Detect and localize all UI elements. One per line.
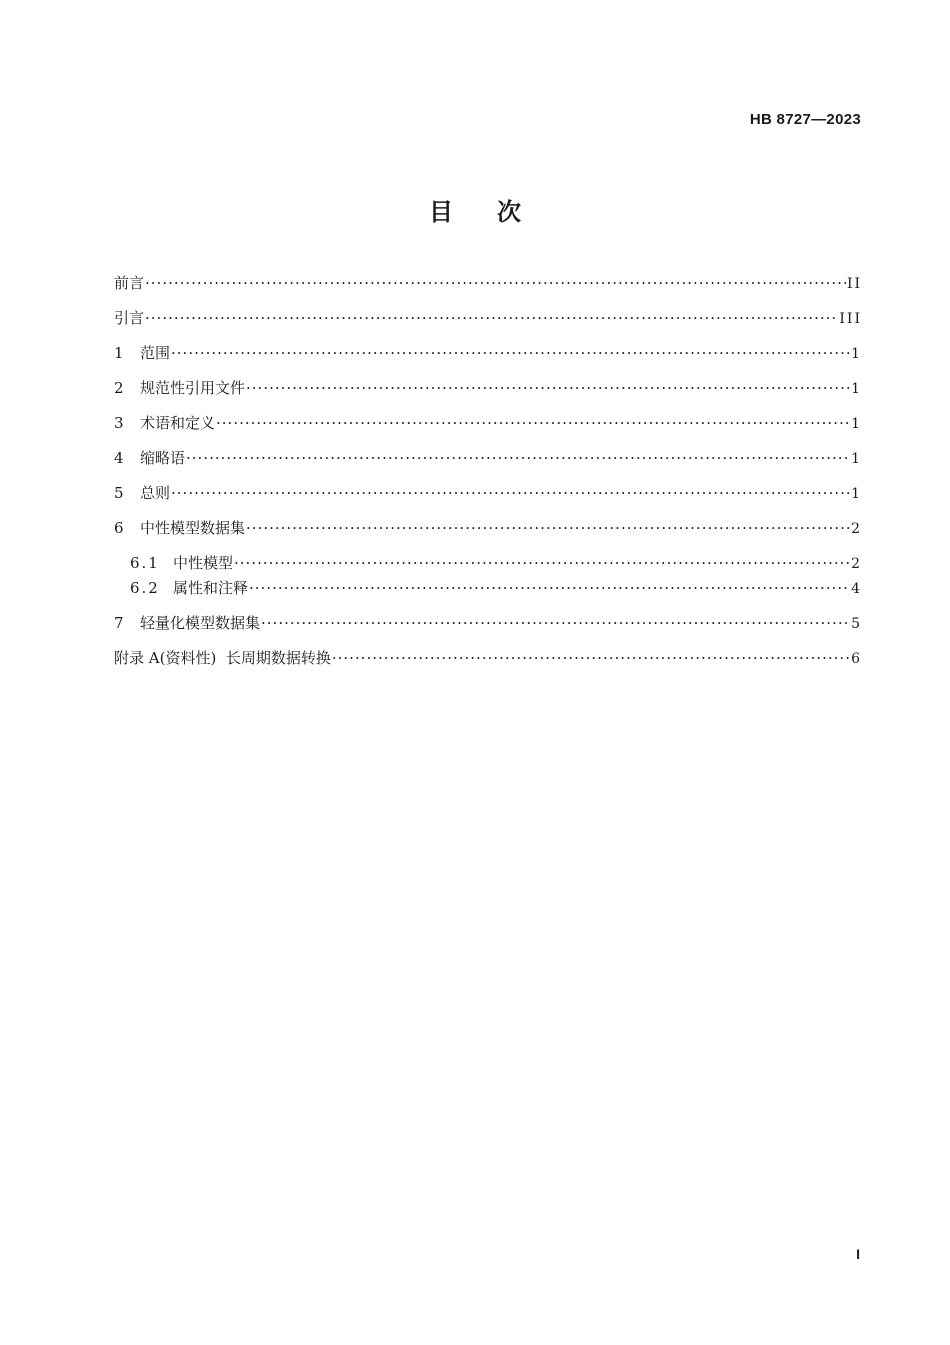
- toc-entry-number: 3: [114, 414, 124, 432]
- toc-entry-page: 6: [851, 651, 862, 667]
- toc-entry-title: 附录 A(资料性) 长周期数据转换: [114, 649, 331, 667]
- toc-entry-number: 6: [114, 519, 124, 537]
- toc-entry-4[interactable]: [114, 446, 862, 470]
- toc-title: 目次: [429, 198, 565, 226]
- toc-entry-introduction[interactable]: [114, 306, 862, 330]
- toc-entry-title: 属性和注释: [173, 579, 249, 597]
- toc-entry-number: 7: [114, 614, 124, 632]
- toc-entry-page: 1: [851, 381, 862, 397]
- toc-entry-title: 总则: [140, 484, 171, 502]
- toc-entry-title: 缩略语: [140, 449, 186, 467]
- toc-entry-page: 1: [851, 416, 862, 432]
- toc-entry-5[interactable]: [114, 481, 862, 505]
- toc-entry-number: 4: [114, 449, 124, 467]
- toc-entry-page: 2: [851, 521, 862, 537]
- dot-leader: [332, 646, 850, 670]
- toc-entry-title: 轻量化模型数据集: [140, 614, 261, 632]
- toc-entry-number: 5: [114, 484, 124, 502]
- document-code: HB 8727—2023: [749, 111, 861, 128]
- toc-entry-number: 6.2: [130, 579, 160, 597]
- toc-entry-title: 范围: [140, 344, 171, 362]
- toc-entry-number: 1: [114, 344, 124, 362]
- toc-entry-3[interactable]: [114, 411, 862, 435]
- table-of-contents: [114, 271, 862, 670]
- dot-leader: [171, 341, 850, 365]
- toc-entry-page: 1: [851, 486, 862, 502]
- toc-entry-title: 中性模型数据集: [140, 519, 246, 537]
- dot-leader: [261, 611, 850, 635]
- toc-entry-page: 1: [851, 451, 862, 467]
- toc-entry-page: 4: [851, 581, 862, 597]
- toc-entry-page: III: [839, 311, 862, 327]
- toc-entry-appendix-a[interactable]: [114, 646, 862, 670]
- page-number: I: [856, 1246, 860, 1262]
- dot-leader: [186, 446, 850, 470]
- toc-entry-6-2[interactable]: [114, 576, 862, 600]
- toc-entry-number: 2: [114, 379, 124, 397]
- toc-entry-2[interactable]: [114, 376, 862, 400]
- toc-entry-6-1[interactable]: [114, 551, 862, 575]
- toc-entry-title: 前言: [114, 274, 145, 292]
- dot-leader: [246, 376, 850, 400]
- toc-entry-number: 6.1: [130, 554, 160, 572]
- toc-entry-title: 术语和定义: [140, 414, 216, 432]
- dot-leader: [145, 306, 838, 330]
- dot-leader: [234, 551, 850, 575]
- toc-entry-page: 1: [851, 346, 862, 362]
- toc-entry-page: II: [846, 276, 862, 292]
- toc-entry-1[interactable]: [114, 341, 862, 365]
- dot-leader: [145, 271, 846, 295]
- toc-entry-foreword[interactable]: [114, 271, 862, 295]
- toc-entry-title: 规范性引用文件: [140, 379, 246, 397]
- toc-entry-page: 5: [851, 616, 862, 632]
- toc-entry-title: 引言: [114, 309, 145, 327]
- dot-leader: [216, 411, 850, 435]
- toc-entry-7[interactable]: [114, 611, 862, 635]
- toc-entry-6[interactable]: [114, 516, 862, 540]
- dot-leader: [246, 516, 850, 540]
- toc-entry-title: 中性模型: [173, 554, 234, 572]
- toc-entry-page: 2: [851, 556, 862, 572]
- dot-leader: [249, 576, 850, 600]
- dot-leader: [171, 481, 850, 505]
